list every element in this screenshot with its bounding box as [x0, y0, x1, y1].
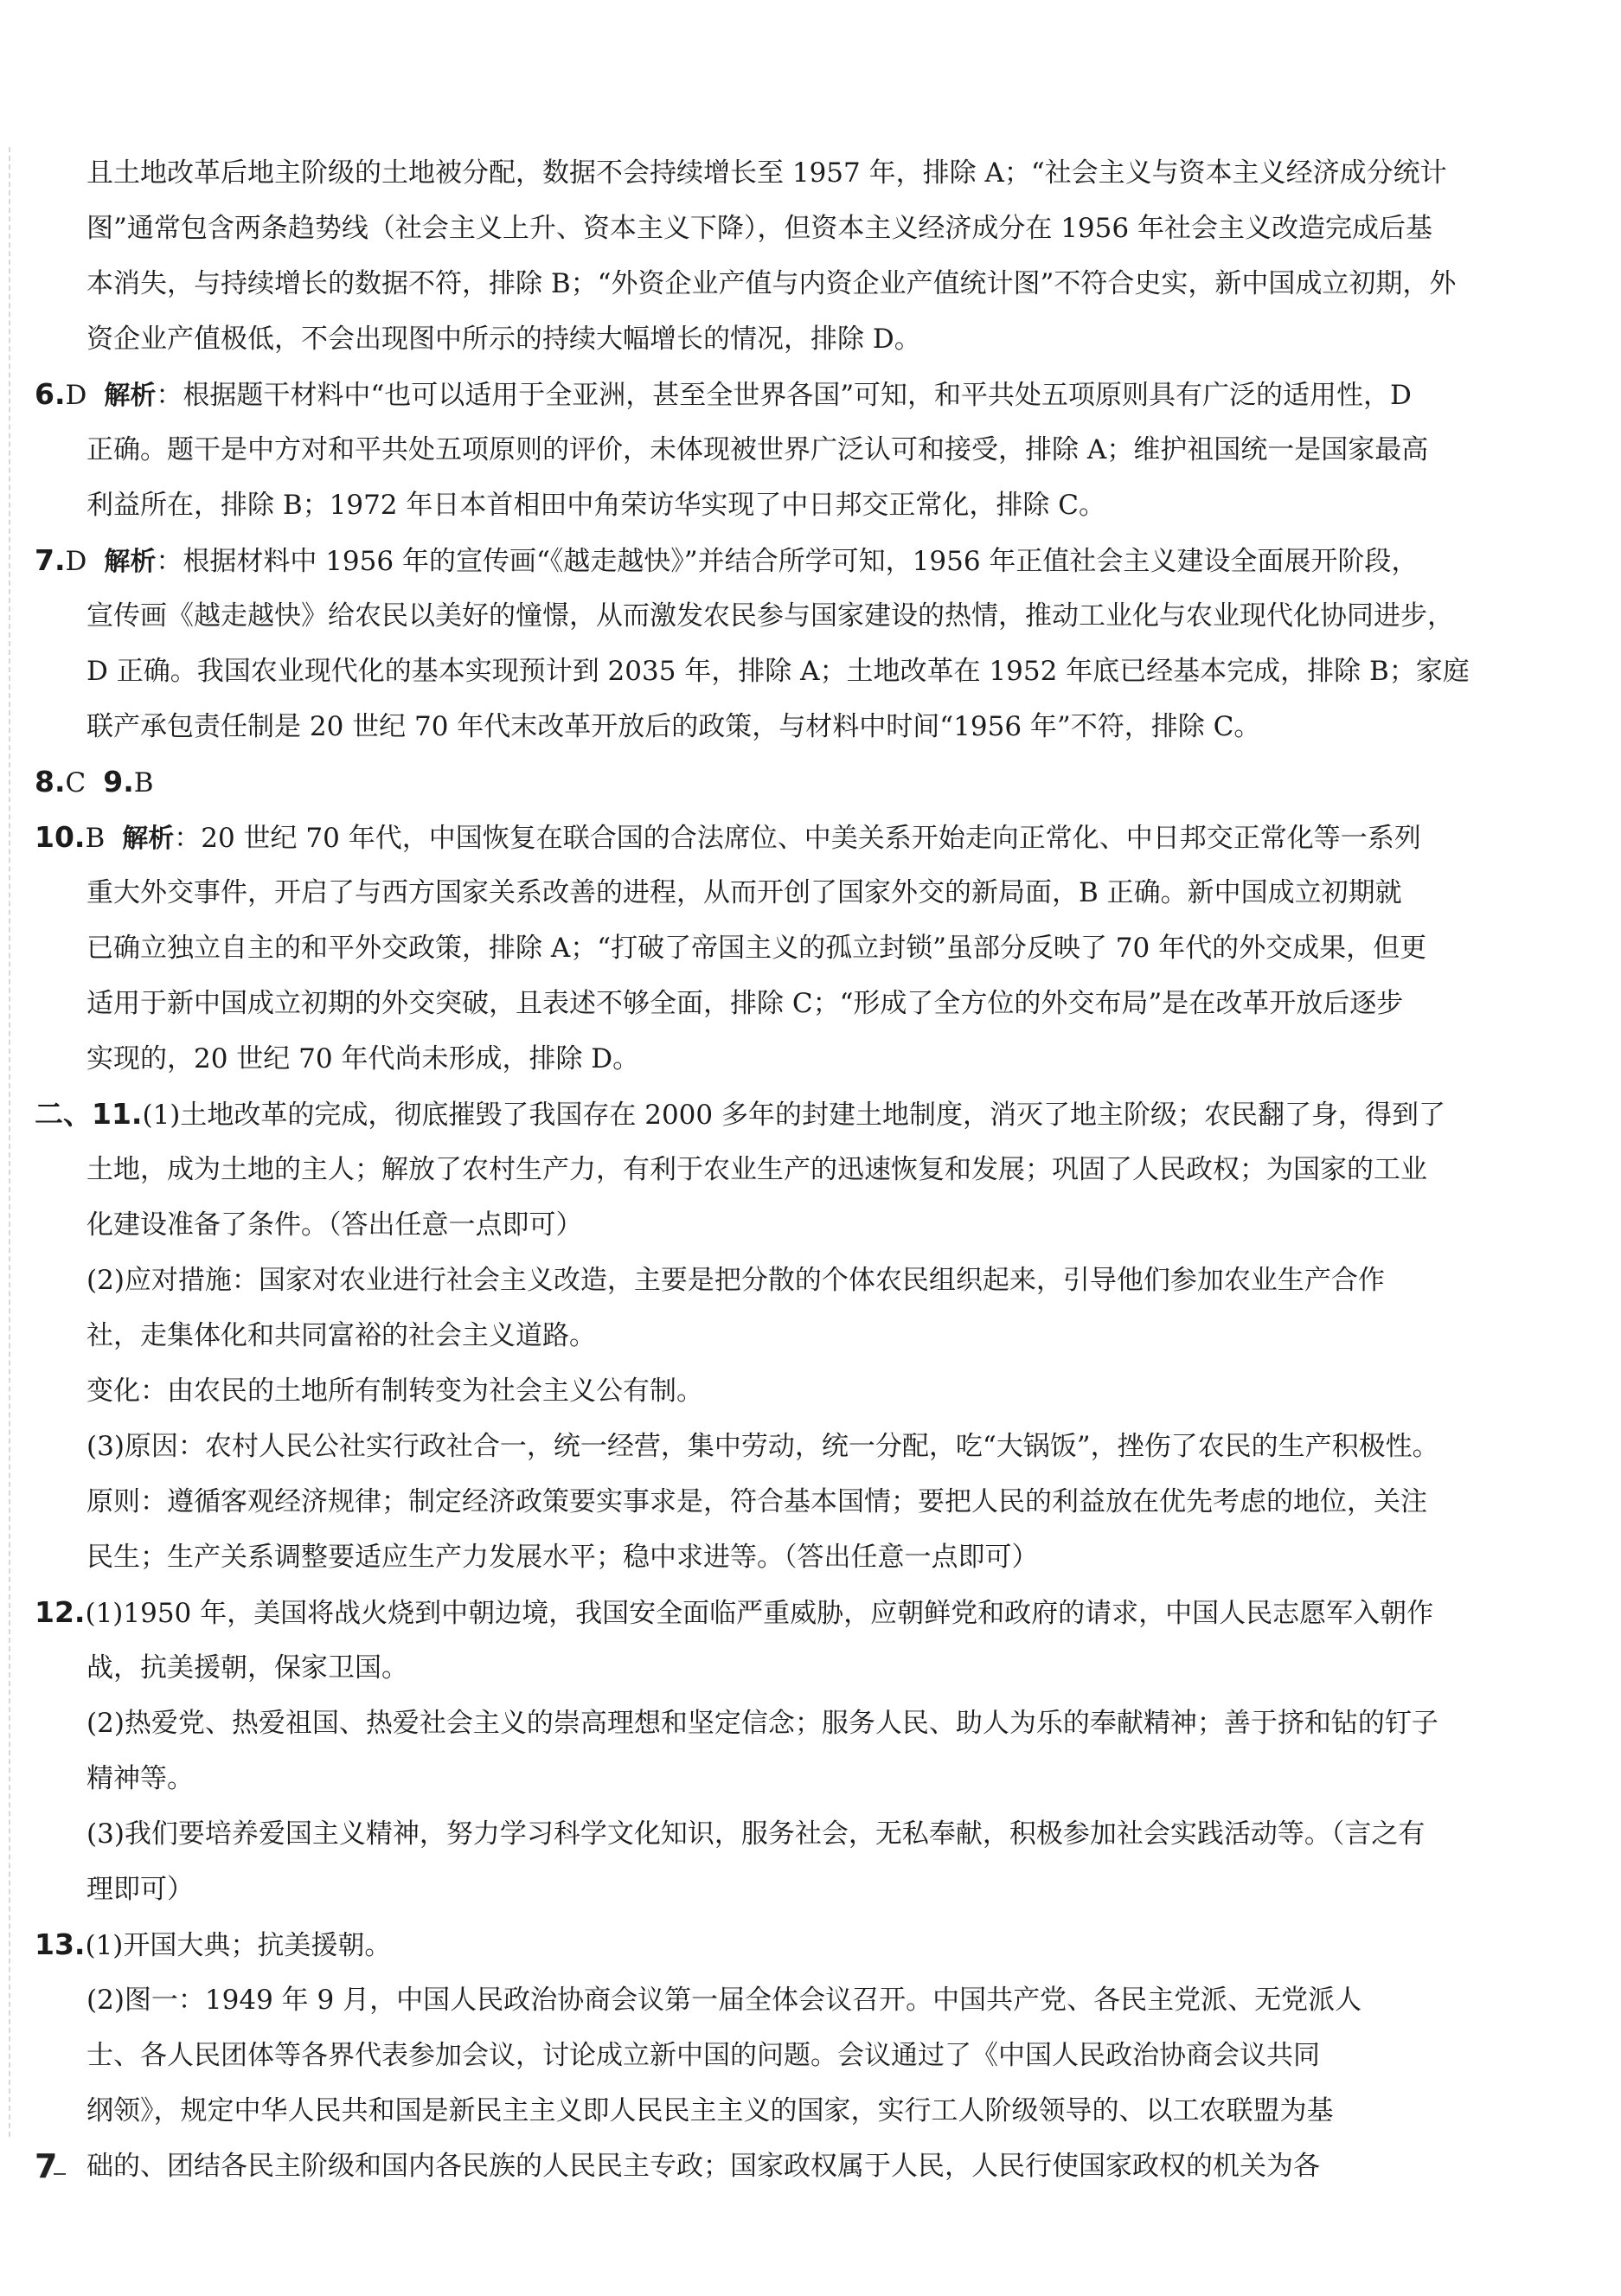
answer-choice: C: [65, 767, 86, 798]
page-number: 7: [35, 2147, 58, 2185]
question-number: 6.: [35, 377, 66, 411]
section-number: 二、: [35, 1097, 92, 1131]
text-line: 实现的，20 世纪 70 年代尚未形成，排除 D。: [86, 1043, 640, 1074]
text-line: 纲领》，规定中华人民共和国是新民主主义即人民民主主义的国家，实行工人阶级领导的、以工农联盟为基: [86, 2095, 1334, 2126]
text-line: 化建设准备了条件。（答出任意一点即可）: [86, 1209, 583, 1241]
answer-text: (1)1950 年，美国将战火烧到中朝边境，我国安全面临严重威胁，应朝鲜党和政府的请求，中国人民志愿军入朝作: [85, 1598, 1434, 1629]
text-line: 理即可）: [86, 1874, 194, 1905]
text-line: (2)应对措施：国家对农业进行社会主义改造，主要是把分散的个体农民组织起来，引导他们参加农业生产合作: [86, 1265, 1385, 1296]
text-line: 变化：由农民的土地所有制转变为社会主义公有制。: [86, 1376, 703, 1407]
text-line: 础的、团结各民主阶级和国内各民族的人民民主专政；国家政权属于人民，人民行使国家政权的机关为各: [86, 2151, 1320, 2182]
question-number: 8.: [35, 765, 66, 798]
text-line: 社，走集体化和共同富裕的社会主义道路。: [86, 1320, 596, 1351]
text-line: 已确立独立自主的和平外交政策，排除 A；“打破了帝国主义的孤立封锁”虽部分反映了 70 年代的外交成果，但更: [86, 933, 1427, 964]
analysis-text: ：根据材料中 1956 年的宣传画“《越走越快》”并结合所学可知，1956 年正值社会主义建设全面展开阶段，: [156, 546, 1419, 577]
questions-8-9: [35, 754, 1505, 810]
question-6: [35, 367, 1505, 422]
analysis-label: 解析: [104, 381, 157, 411]
analysis-label: 解析: [104, 547, 157, 577]
answer-text: (1)开国大典；抗美援朝。: [85, 1930, 392, 1961]
text-line: 宣传画《越走越快》给农民以美好的憧憬，从而激发农民参与国家建设的热情，推动工业化与农业现代化协同进步，: [86, 600, 1454, 632]
text-line: 战，抗美援朝，保家卫国。: [86, 1652, 408, 1684]
text-line: 本消失，与持续增长的数据不符，排除 B；“外资企业产值与内资企业产值统计图”不符合史实，新中国成立初期，外: [86, 268, 1457, 299]
question-number: 9.: [103, 765, 134, 798]
question-number: 13.: [35, 1927, 86, 1961]
analysis-text: ：20 世纪 70 年代，中国恢复在联合国的合法席位、中美关系开始走向正常化、中日邦交正常化等一系列: [174, 823, 1421, 854]
text-line: (2)图一：1949 年 9 月，中国人民政治协商会议第一届全体会议召开。中国共产党、各民主党派、无党派人: [86, 1985, 1362, 2016]
text-line: 正确。题干是中方对和平共处五项原则的评价，未体现被世界广泛认可和接受，排除 A；维护祖国统一是国家最高: [86, 434, 1429, 465]
text-line: (2)热爱党、热爱祖国、热爱社会主义的崇高理想和坚定信念；服务人民、助人为乐的奉献精神；善于挤和钻的钉子: [86, 1708, 1438, 1739]
question-7: [35, 533, 1505, 588]
text-line: 且土地改革后地主阶级的土地被分配，数据不会持续增长至 1957 年，排除 A；“社会主义与资本主义经济成分统计: [86, 157, 1447, 189]
text-line: 精神等。: [86, 1763, 194, 1794]
question-number: 10.: [35, 820, 86, 854]
footer-rule: [54, 2173, 66, 2175]
text-line: 士、各人民团体等各界代表参加会议，讨论成立新中国的问题。会议通过了《中国人民政治协商会议共同: [86, 2040, 1320, 2071]
text-line: 重大外交事件，开启了与西方国家关系改善的进程，从而开创了国家外交的新局面，B 正确。新中国成立初期就: [86, 877, 1402, 908]
text-line: 土地，成为土地的主人；解放了农村生产力，有利于农业生产的迅速恢复和发展；巩固了人民政权；为国家的工业: [86, 1154, 1427, 1185]
answer-text: (1)土地改革的完成，彻底摧毁了我国存在 2000 多年的封建土地制度，消灭了地主阶级；农民翻了身，得到了: [142, 1100, 1445, 1131]
question-12: [35, 1585, 1505, 1640]
text-line: 利益所在，排除 B；1972 年日本首相田中角荣访华实现了中日邦交正常化，排除 C。: [86, 490, 1105, 521]
text-line: (3)原因：农村人民公社实行政社合一，统一经营，集中劳动，统一分配，吃“大锅饭”，挫伤了农民的生产积极性。: [86, 1431, 1439, 1462]
answer-content: [35, 145, 1505, 2194]
question-number: 11.: [92, 1097, 143, 1131]
text-line: (3)我们要培养爱国主义精神，努力学习科学文化知识，服务社会，无私奉献，积极参加社会实践活动等。（言之有: [86, 1818, 1426, 1850]
question-number: 12.: [35, 1595, 86, 1629]
question-11: [35, 1087, 1505, 1142]
text-line: 原则：遵循客观经济规律；制定经济政策要实事求是，符合基本国情；要把人民的利益放在优先考虑的地位，关注: [86, 1486, 1427, 1517]
analysis-label: 解析: [122, 824, 175, 854]
text-line: 民生；生产关系调整要适应生产力发展水平；稳中求进等。（答出任意一点即可）: [86, 1542, 1039, 1573]
analysis-text: ：根据题干材料中“也可以适用于全亚洲，甚至全世界各国”可知，和平共处五项原则具有广泛的适用性，D: [156, 380, 1412, 411]
text-line: 联产承包责任制是 20 世纪 70 年代末改革开放后的政策，与材料中时间“1956 年”不符，排除 C。: [86, 711, 1261, 742]
question-10: [35, 810, 1505, 865]
text-line: D 正确。我国农业现代化的基本实现预计到 2035 年，排除 A；土地改革在 1952 年底已经基本完成，排除 B；家庭: [86, 656, 1470, 687]
answer-choice: D: [65, 546, 87, 577]
text-line: 图”通常包含两条趋势线（社会主义上升、资本主义下降），但资本主义经济成分在 1956 年社会主义改造完成后基: [86, 213, 1432, 244]
text-line: 资企业产值极低，不会出现图中所示的持续大幅增长的情况，排除 D。: [86, 324, 921, 355]
question-13: [35, 1917, 1505, 1972]
answer-choice: B: [133, 767, 154, 798]
binding-margin-line: [9, 147, 10, 2137]
answer-choice: D: [65, 380, 87, 411]
answer-choice: B: [85, 823, 106, 854]
question-number: 7.: [35, 543, 66, 577]
text-line: 适用于新中国成立初期的外交突破，且表述不够全面，排除 C；“形成了全方位的外交布局”是在改革开放后逐步: [86, 988, 1404, 1019]
